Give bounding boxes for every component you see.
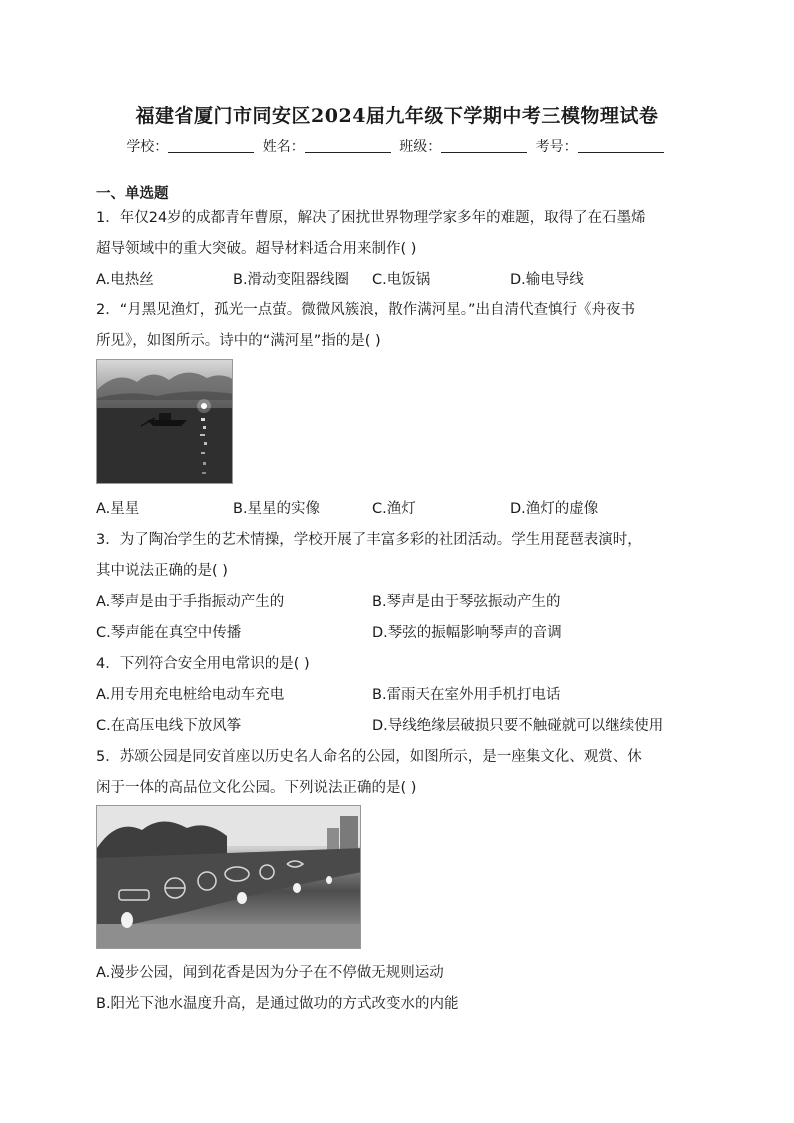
question-3-line-1: 3．为了陶冶学生的艺术情操，学校开展了丰富多彩的社团活动。学生用琵琶表演时， <box>96 532 642 548</box>
question-5-option-a: A.漫步公园，闻到花香是因为分子在不停做无规则运动 <box>96 965 444 981</box>
question-5-line-1: 5．苏颂公园是同安首座以历史名人命名的公园，如图所示，是一座集文化、观赏、休 <box>96 749 642 765</box>
question-1-line-1: 1．年仅24岁的成都青年曹原，解决了困扰世界物理学家多年的难题，取得了在石墨烯 <box>96 210 646 226</box>
question-2-option-b: B.星星的实像 <box>233 501 321 517</box>
question-4-option-b: B.雷雨天在室外用手机打电话 <box>372 687 561 703</box>
question-1-option-d: D.输电导线 <box>510 272 584 288</box>
question-3-option-d: D.琴弦的振幅影响琴声的音调 <box>372 625 562 641</box>
susong-park-image <box>96 805 361 949</box>
question-2-option-c: C.渔灯 <box>372 501 416 517</box>
question-4-option-d: D.导线绝缘层破损只要不触碰就可以继续使用 <box>372 718 664 734</box>
park-fountain-illustration <box>97 806 361 949</box>
question-4-option-a: A.用专用充电桩给电动车充电 <box>96 687 285 703</box>
student-info-row <box>0 136 794 156</box>
question-4-line-1: 4．下列符合安全用电常识的是( ) <box>96 656 310 672</box>
page-title: 福建省厦门市同安区2024届九年级下学期中考三模物理试卷 <box>135 105 659 127</box>
question-3-option-c: C.琴声能在真空中传播 <box>96 625 242 641</box>
name-blank <box>305 138 391 153</box>
question-3-option-a: A.琴声是由于手指振动产生的 <box>96 594 285 610</box>
question-2-option-d: D.渔灯的虚像 <box>510 501 599 517</box>
question-1-option-b: B.滑动变阻器线圈 <box>233 272 350 288</box>
question-4-option-c: C.在高压电线下放风筝 <box>96 718 242 734</box>
school-blank <box>168 138 254 153</box>
school-label: 学校： <box>126 139 169 155</box>
question-3-line-2: 其中说法正确的是( ) <box>96 563 228 579</box>
question-2-line-1: 2．“月黑见渔灯，孤光一点萤。微微风簇浪，散作满河星。”出自清代查慎行《舟夜书 <box>96 302 635 318</box>
question-2-line-2: 所见》，如图所示。诗中的“满河星”指的是( ) <box>96 333 381 349</box>
question-5-line-2: 闲于一体的高品位文化公园。下列说法正确的是( ) <box>96 780 417 796</box>
class-blank <box>441 138 527 153</box>
question-3-option-b: B.琴声是由于琴弦振动产生的 <box>372 594 561 610</box>
fishing-boat-illustration <box>97 360 233 484</box>
question-5-option-b: B.阳光下池水温度升高，是通过做功的方式改变水的内能 <box>96 996 459 1012</box>
question-1-option-a: A.电热丝 <box>96 272 154 288</box>
class-label: 班级： <box>399 139 442 155</box>
question-1-option-c: C.电饭锅 <box>372 272 431 288</box>
section-heading: 一、单选题 <box>96 186 169 202</box>
name-label: 姓名： <box>262 139 305 155</box>
question-1-line-2: 超导领域中的重大突破。超导材料适合用来制作( ) <box>96 241 417 257</box>
question-2-option-a: A.星星 <box>96 501 140 517</box>
exam-number-label: 考号： <box>535 139 578 155</box>
fishing-boat-night-image <box>96 359 233 484</box>
exam-number-blank <box>578 138 664 153</box>
